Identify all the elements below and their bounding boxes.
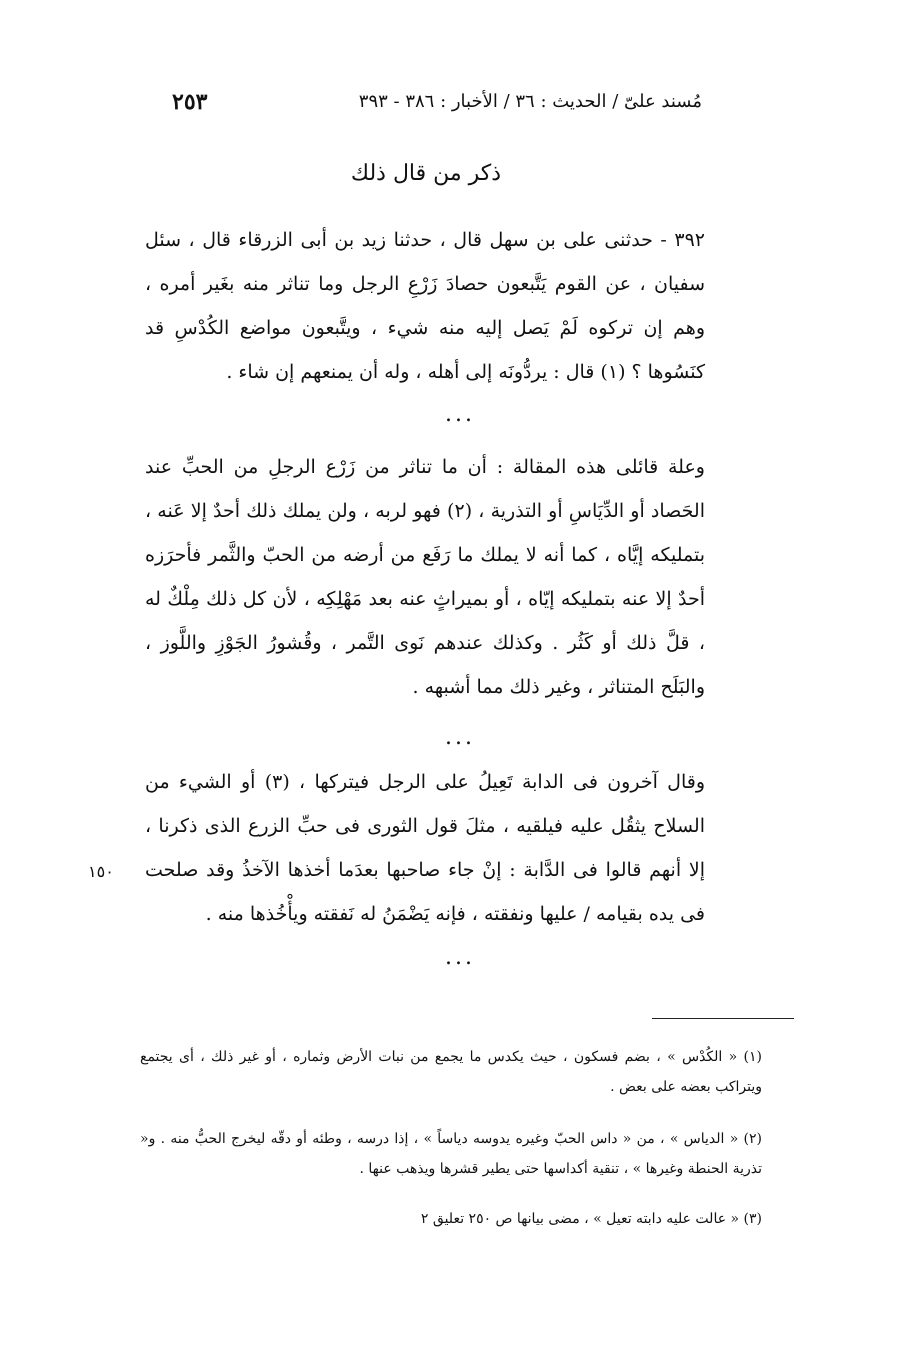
separator-dots: ... <box>445 725 475 750</box>
separator-dots: ... <box>445 945 475 970</box>
page-number: ٢٥٣ <box>172 89 208 115</box>
footnote-3: (٣) « عالت عليه دابته تعيل » ، مضى بيانها ص ٢٥٠ تعليق ٢ <box>420 1211 762 1227</box>
paragraph-others: وقال آخرون فى الدابة تَعِيلُ على الرجل فيتركها ، (٣) أو الشيء من السلاح يثقُل عليه فيلقيه ، مثلَ قول الثورى فى حبِّ الزرع الذى ذكرنا ، إلا أنهم قالوا فى الدَّابة : إنْ جاء صاحبها بعدَما أخذها الآخذُ وقد صلحت فى يده بقيامه / عليها ونفقته ، فإنه يَضْمَنُ له نَفقته ويأْخُذها منه . <box>145 771 705 925</box>
page-header <box>150 84 702 120</box>
paragraph-392: ٣٩٢ - حدثنى على بن سهل قال ، حدثنا زيد بن أبى الزرقاء قال ، سئل سفيان ، عن القوم يَتَّبعون حصادَ زَرْعِ الرجل وما تناثر منه بغَير أمره ، وهم إن تركوه لَمْ يَصل إليه منه شيء ، ويتَّبعون مواضع الكُدْسِ قد كنَسُوها ؟ (١) قال : يردُّونَه إلى أهله ، وله أن يمنعهم إن شاء . <box>145 229 705 383</box>
margin-page-reference: ١٥٠ <box>88 862 114 881</box>
separator-dots: ... <box>445 402 475 427</box>
footnote-divider <box>652 1018 794 1019</box>
running-head: مُسند علىّ / الحديث : ٣٦ / الأخبار : ٣٨٦ - ٣٩٣ <box>358 91 702 112</box>
section-title: ذكر من قال ذلك <box>350 161 502 186</box>
footnote-1: (١) « الكُدْس » ، بضم فسكون ، حيث يكدس ما يجمع من نبات الأرض وثماره ، أو غير ذلك ، أى يجتمع ويتراكب بعضه على بعض . <box>140 1049 762 1095</box>
paragraph-reasoning: وعلة قائلى هذه المقالة : أن ما تناثر من زَرْع الرجلِ من الحبِّ عند الحَصاد أو الدِّيَاسِ أو التذرية ، (٢) فهو لربه ، ولن يملك ذلك أحدٌ إلا عَنه ، بتمليكه إيَّاه ، كما أنه لا يملك ما رَفَع من أرضه من الحبّ والثَّمر فأحرَزه أحدٌ إلا عنه بتمليكه إيّاه ، أو بميراثٍ عنه بعد مَهْلِكِه ، لأن كل ذلك مِلْكٌ له ، قلَّ ذلك أو كَثُر . وكذلك عندهم نَوى التَّمر ، وقُشورُ الجَوْزِ واللَّوز ، والبَلَح المتناثر ، وغير ذلك مما أشبهه . <box>145 456 705 698</box>
footnote-2: (٢) « الدياس » ، من « داس الحبّ وغيره يدوسه دياساً » ، إذا درسه ، وطئه أو دقّه ليخرج الحبُّ منه . و« تذرية الحنطة وغيرها » ، تنقية أكداسها حتى يطير قشرها ويذهب عنها . <box>140 1131 762 1177</box>
